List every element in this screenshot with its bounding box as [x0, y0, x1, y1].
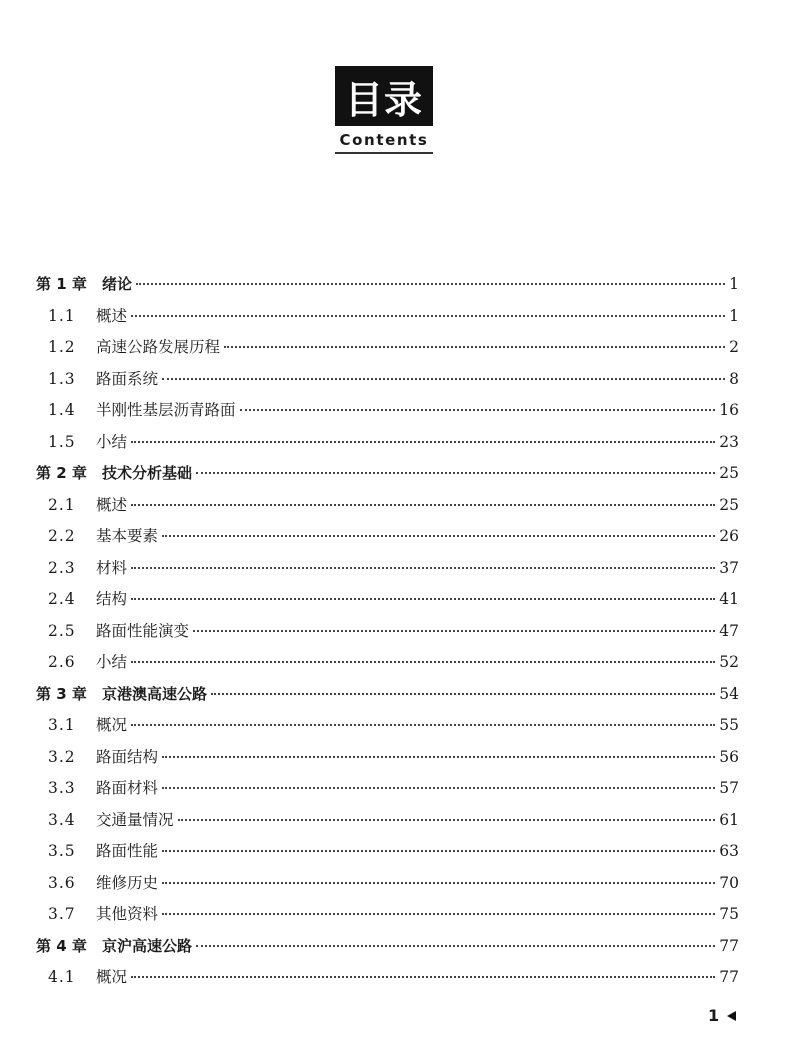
toc-entry-page: 26	[719, 527, 739, 545]
dot-leader	[136, 283, 725, 285]
toc-entry-number: 3.1	[48, 716, 76, 734]
toc-entry-page: 41	[719, 590, 739, 608]
toc-entry-title: 概述	[96, 495, 128, 514]
toc-entry-number: 1.5	[48, 432, 76, 451]
toc-entry-number: 3.2	[48, 747, 76, 766]
toc-entry-title: 路面材料	[96, 779, 159, 797]
toc-entry-page: 2	[729, 338, 739, 356]
toc-entry-number: 3.7	[48, 905, 76, 923]
toc-entry-number: 2.4	[48, 590, 76, 608]
toc-entry-title: 技术分析基础	[102, 464, 193, 482]
dot-leader	[131, 976, 715, 978]
toc-section-row[interactable]	[36, 584, 739, 616]
left-triangle-icon	[727, 1011, 736, 1021]
toc-entry-title: 路面系统	[96, 369, 159, 388]
toc-entry-title: 基本要素	[96, 527, 159, 545]
toc-entry-title: 京港澳高速公路	[102, 684, 208, 703]
toc-entry-number: 4.1	[48, 968, 76, 986]
toc-chapter-row[interactable]	[36, 458, 739, 490]
toc-section-row[interactable]	[36, 553, 739, 585]
toc-section-row[interactable]	[36, 427, 739, 459]
toc-entry-title: 材料	[96, 558, 128, 577]
toc-section-row[interactable]	[36, 710, 739, 742]
dot-leader	[196, 945, 715, 947]
page-title: 目录	[335, 66, 433, 126]
dot-leader	[211, 693, 715, 695]
toc-entry-number: 第 3 章	[36, 684, 87, 703]
dot-leader	[240, 409, 716, 411]
toc-section-row[interactable]	[36, 836, 739, 868]
dot-leader	[131, 441, 715, 443]
toc-entry-title: 小结	[96, 653, 128, 671]
toc-entry-number: 3.5	[48, 842, 76, 860]
toc-entry-number: 第 1 章	[36, 275, 87, 293]
toc-entry-number: 第 2 章	[36, 464, 87, 482]
dot-leader	[131, 661, 715, 663]
toc-section-row[interactable]	[36, 364, 739, 396]
dot-leader	[193, 630, 715, 632]
toc-entry-title: 交通量情况	[96, 810, 174, 829]
toc-entry-title: 半刚性基层沥青路面	[96, 401, 236, 419]
toc-section-row[interactable]	[36, 962, 739, 994]
toc-entry-number: 3.6	[48, 873, 76, 892]
toc-entry-number: 2.1	[48, 495, 76, 514]
toc-section-row[interactable]	[36, 742, 739, 774]
toc-entry-number: 2.2	[48, 527, 76, 545]
toc-entry-number: 2.3	[48, 558, 76, 577]
toc-entry-title: 其他资料	[96, 905, 159, 923]
dot-leader	[131, 504, 715, 506]
toc-section-row[interactable]	[36, 773, 739, 805]
toc-section-row[interactable]	[36, 868, 739, 900]
toc-entry-number: 3.3	[48, 779, 76, 797]
toc-chapter-row[interactable]	[36, 269, 739, 301]
dot-leader	[162, 787, 715, 789]
page-footer	[708, 1006, 736, 1025]
dot-leader	[162, 913, 715, 915]
toc-entry-number: 1.4	[48, 401, 76, 419]
dot-leader	[162, 756, 715, 758]
toc-entry-title: 绪论	[102, 275, 133, 293]
dot-leader	[178, 819, 716, 821]
toc-section-row[interactable]	[36, 647, 739, 679]
dot-leader	[162, 535, 715, 537]
toc-entry-page: 1	[729, 306, 739, 325]
dot-leader	[131, 567, 715, 569]
toc-section-row[interactable]	[36, 616, 739, 648]
toc-chapter-row[interactable]	[36, 931, 739, 963]
toc-entry-page: 77	[719, 936, 739, 955]
toc-entry-title: 概述	[96, 306, 128, 325]
toc-entry-page: 25	[719, 495, 739, 514]
toc-entry-title: 京沪高速公路	[102, 936, 193, 955]
toc-entry-number: 第 4 章	[36, 936, 87, 955]
toc-entry-title: 结构	[96, 590, 128, 608]
toc-section-row[interactable]	[36, 899, 739, 931]
toc-header	[335, 66, 433, 154]
dot-leader	[131, 315, 725, 317]
toc-entry-number: 2.5	[48, 621, 76, 640]
toc-section-row[interactable]	[36, 332, 739, 364]
toc-entry-number: 2.6	[48, 653, 76, 671]
toc-entry-title: 概况	[96, 968, 128, 986]
toc-section-row[interactable]	[36, 395, 739, 427]
table-of-contents	[36, 269, 739, 994]
toc-entry-title: 小结	[96, 432, 128, 451]
toc-section-row[interactable]	[36, 521, 739, 553]
toc-entry-title: 高速公路发展历程	[96, 338, 221, 356]
toc-entry-page: 16	[719, 401, 739, 419]
toc-entry-page: 55	[719, 716, 739, 734]
toc-entry-page: 8	[729, 369, 739, 388]
toc-entry-number: 1.3	[48, 369, 76, 388]
dot-leader	[131, 598, 715, 600]
toc-entry-number: 1.1	[48, 306, 76, 325]
toc-entry-page: 57	[719, 779, 739, 797]
toc-section-row[interactable]	[36, 805, 739, 837]
toc-entry-page: 70	[719, 873, 739, 892]
toc-entry-number: 1.2	[48, 338, 76, 356]
dot-leader	[131, 724, 715, 726]
toc-entry-page: 63	[719, 842, 739, 860]
dot-leader	[224, 346, 725, 348]
toc-entry-page: 61	[719, 810, 739, 829]
toc-entry-title: 路面性能	[96, 842, 159, 860]
toc-chapter-row[interactable]	[36, 679, 739, 711]
toc-entry-page: 1	[729, 275, 739, 293]
toc-entry-page: 54	[719, 684, 739, 703]
toc-entry-page: 52	[719, 653, 739, 671]
page-number: 1	[708, 1006, 720, 1025]
toc-entry-page: 47	[719, 621, 739, 640]
toc-entry-page: 56	[719, 747, 739, 766]
dot-leader	[162, 850, 715, 852]
toc-entry-title: 维修历史	[96, 873, 159, 892]
toc-section-row[interactable]	[36, 490, 739, 522]
toc-entry-title: 路面性能演变	[96, 621, 190, 640]
toc-entry-title: 路面结构	[96, 747, 159, 766]
toc-entry-number: 3.4	[48, 810, 76, 829]
toc-entry-page: 37	[719, 558, 739, 577]
dot-leader	[162, 882, 715, 884]
dot-leader	[196, 472, 715, 474]
dot-leader	[162, 378, 725, 380]
toc-entry-page: 25	[719, 464, 739, 482]
toc-entry-page: 77	[719, 968, 739, 986]
toc-entry-title: 概况	[96, 716, 128, 734]
toc-entry-page: 23	[719, 432, 739, 451]
page-subtitle: Contents	[335, 131, 433, 154]
toc-section-row[interactable]	[36, 301, 739, 333]
toc-entry-page: 75	[719, 905, 739, 923]
